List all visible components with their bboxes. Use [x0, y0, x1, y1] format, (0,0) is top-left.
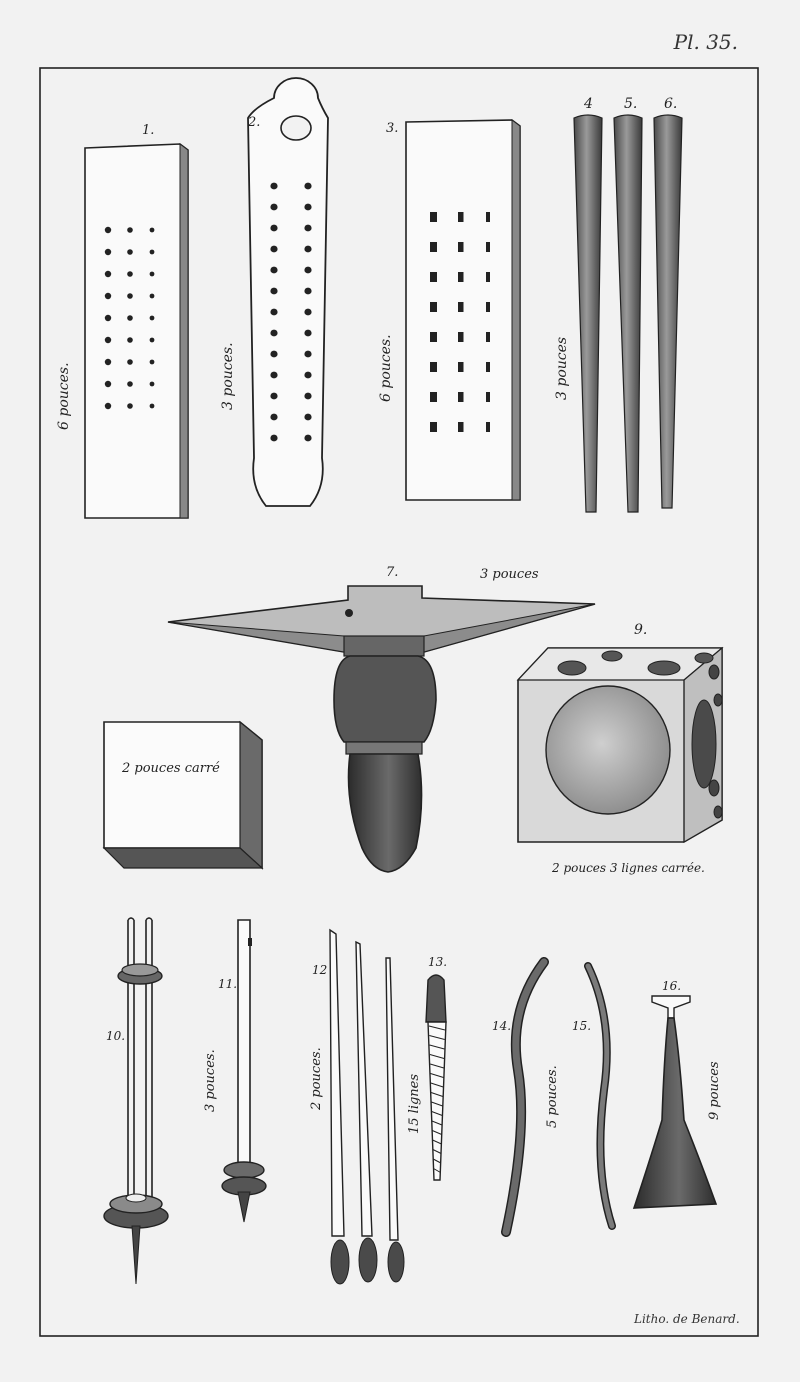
figures-4-6-dimension: 3 pouces [554, 336, 570, 400]
figure-10-number: 10. [106, 1029, 126, 1043]
hole [127, 293, 133, 299]
hole [105, 293, 111, 299]
hole [105, 271, 111, 277]
hole [304, 183, 311, 190]
hole [127, 337, 133, 343]
figure-11-notched-tool [203, 920, 266, 1222]
square-hole [458, 212, 464, 222]
hole [150, 338, 155, 343]
square-hole [430, 392, 437, 402]
square-hole [486, 302, 490, 312]
hole [304, 267, 311, 274]
hole [150, 404, 155, 409]
hole [105, 381, 111, 387]
hole [304, 351, 311, 358]
figures-14-15-curved-rods [492, 962, 612, 1232]
hole [150, 360, 155, 365]
hole [127, 403, 133, 409]
figure-10-split-tool [104, 918, 168, 1284]
figure-9-cube-with-cavities [518, 622, 722, 875]
plate-number: Pl. 35. [673, 30, 738, 54]
hole [270, 309, 277, 316]
figure-7-dimension: 3 pouces [480, 567, 539, 582]
square-hole [430, 362, 437, 372]
hole [304, 204, 311, 211]
square-hole [430, 332, 437, 342]
figure-5-number: 5. [624, 96, 638, 112]
square-hole [458, 272, 464, 282]
hole [127, 249, 133, 255]
square-hole [430, 302, 437, 312]
figure-3-dimension: 6 pouces. [378, 334, 394, 402]
hole [270, 372, 277, 379]
hole [304, 414, 311, 421]
figure-3-square-hole-plate [378, 120, 520, 500]
hole [127, 227, 133, 233]
figure-16-flared-stake [634, 979, 722, 1208]
figure-12-rods [309, 930, 404, 1284]
hole [270, 393, 277, 400]
figure-14-dimension: 5 pouces. [545, 1065, 560, 1128]
figure-12-dimension: 2 pouces. [309, 1047, 324, 1110]
hole [127, 315, 133, 321]
square-hole [486, 332, 490, 342]
hole [105, 227, 111, 233]
hole [304, 330, 311, 337]
figure-13-number: 13. [428, 955, 448, 969]
hole [150, 316, 155, 321]
hole [105, 249, 111, 255]
hole [270, 288, 277, 295]
square-hole [486, 212, 490, 222]
figure-13-dimension: 15 lignes [407, 1073, 422, 1134]
hole [150, 294, 155, 299]
figure-4-number: 4 [584, 96, 593, 112]
hole [105, 359, 111, 365]
hole [150, 382, 155, 387]
figure-8-dimension: 2 pouces carré [122, 761, 220, 776]
figure-11-dimension: 3 pouces. [203, 1049, 218, 1112]
figure-9-number: 9. [634, 622, 648, 638]
figure-14-number: 14. [492, 1019, 512, 1033]
hole [270, 204, 277, 211]
figure-11-number: 11. [218, 977, 238, 991]
figure-1-draw-plate [56, 123, 188, 518]
hole [270, 246, 277, 253]
square-hole [430, 272, 437, 282]
square-hole [458, 422, 464, 432]
figures-4-6-tapered-bars [554, 96, 682, 512]
hole [127, 271, 133, 277]
hole [270, 330, 277, 337]
hole [270, 267, 277, 274]
hole [270, 351, 277, 358]
figure-1-dimension: 6 pouces. [56, 362, 72, 430]
square-hole [486, 272, 490, 282]
hole [127, 359, 133, 365]
square-hole [458, 242, 464, 252]
hole [105, 315, 111, 321]
hole [304, 393, 311, 400]
hole [105, 337, 111, 343]
figure-1-number: 1. [142, 123, 155, 138]
square-hole [486, 362, 490, 372]
lithographer-credit: Litho. de Benard. [634, 1312, 740, 1326]
figure-9-dimension: 2 pouces 3 lignes carrée. [552, 861, 705, 875]
hole [105, 403, 111, 409]
hole [150, 250, 155, 255]
hole [304, 372, 311, 379]
square-hole [430, 422, 437, 432]
hole [270, 225, 277, 232]
hole [304, 435, 311, 442]
square-hole [486, 392, 490, 402]
square-hole [486, 242, 490, 252]
hole [304, 288, 311, 295]
hole [304, 246, 311, 253]
hole [127, 381, 133, 387]
hole [304, 309, 311, 316]
figure-12-number: 12 [312, 963, 328, 977]
square-hole [458, 362, 464, 372]
figure-13-file [407, 955, 447, 1180]
square-hole [430, 242, 437, 252]
hole [150, 228, 155, 233]
figure-2-number: 2. [248, 115, 261, 130]
figure-8-block [104, 722, 262, 868]
figure-7-number: 7. [386, 565, 399, 580]
hole [270, 435, 277, 442]
hole [304, 225, 311, 232]
figure-15-number: 15. [572, 1019, 592, 1033]
square-hole [486, 422, 490, 432]
figure-3-number: 3. [386, 121, 399, 136]
figure-6-number: 6. [664, 96, 678, 112]
hole [150, 272, 155, 277]
square-hole [430, 212, 437, 222]
square-hole [458, 332, 464, 342]
square-hole [458, 302, 464, 312]
figure-16-dimension: 9 pouces [707, 1061, 722, 1120]
figure-2-dimension: 3 pouces. [220, 342, 236, 410]
hole [270, 183, 277, 190]
figure-2-draw-plate-with-ring [220, 78, 328, 506]
hole [270, 414, 277, 421]
figure-16-number: 16. [662, 979, 682, 993]
square-hole [458, 392, 464, 402]
